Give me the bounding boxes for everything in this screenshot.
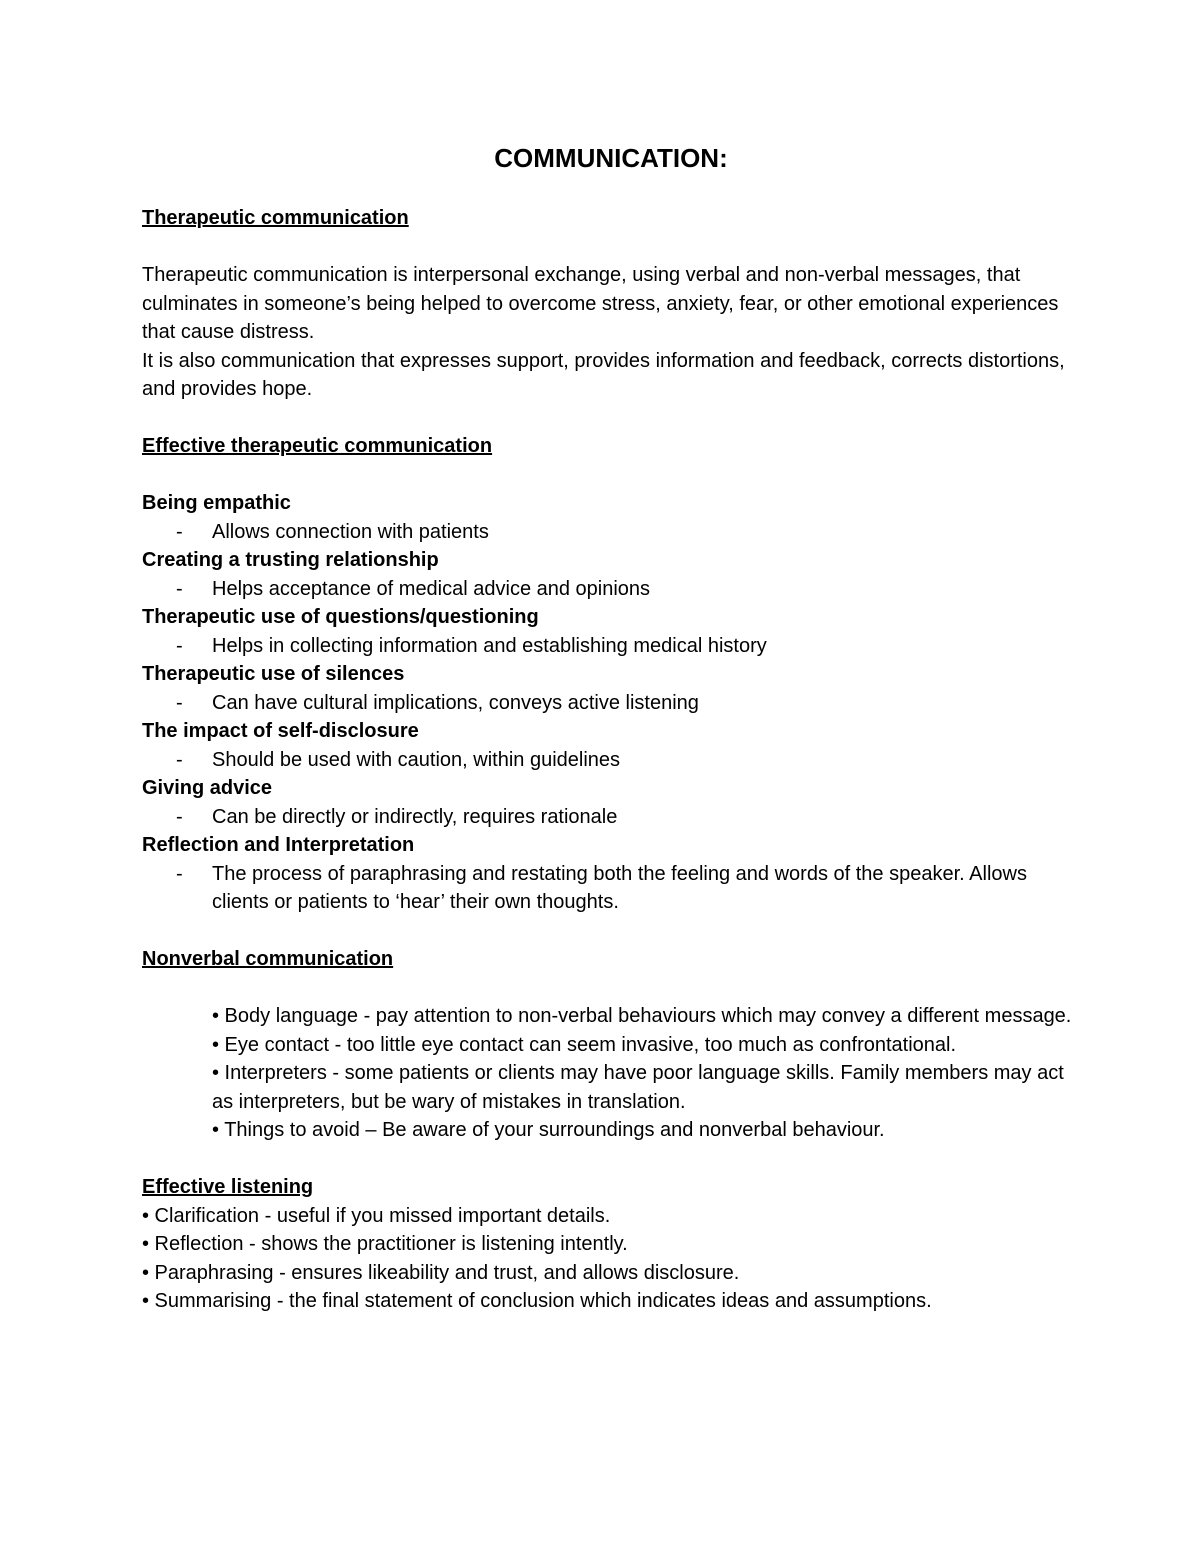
listening-list xyxy=(142,1202,1072,1316)
list-item: • Paraphrasing - ensures likeability and trust, and allows disclosure. xyxy=(142,1261,740,1284)
technique-description xyxy=(142,575,1072,604)
list-item: • Eye contact - too little eye contact can seem invasive, too much as confrontational. xyxy=(212,1033,957,1056)
technique-description xyxy=(142,860,1072,917)
heading-effective-listening: Effective listening xyxy=(142,1176,314,1198)
technique-description-text: Can be directly or indirectly, requires rationale xyxy=(212,805,618,828)
heading-effective-therapeutic-communication: Effective therapeutic communication xyxy=(142,435,493,457)
spacer xyxy=(142,233,1072,262)
dash-marker: - xyxy=(176,805,183,828)
document-page xyxy=(142,140,1072,1316)
dash-marker: - xyxy=(176,634,183,657)
technique-title: Giving advice xyxy=(142,777,273,799)
technique-description xyxy=(142,746,1072,775)
list-item: • Clarification - useful if you missed important details. xyxy=(142,1204,611,1227)
spacer xyxy=(142,461,1072,490)
list-item: • Interpreters - some patients or clients may have poor language skills. Family members may act as interpreters, but be wary of mistakes in translation. xyxy=(212,1062,1064,1113)
list-item: • Summarising - the final statement of conclusion which indicates ideas and assumptions. xyxy=(142,1290,932,1312)
technique-title: Therapeutic use of questions/questioning xyxy=(142,606,539,628)
technique-description xyxy=(142,518,1072,547)
technique-description xyxy=(142,689,1072,718)
technique-title: Therapeutic use of silences xyxy=(142,663,405,685)
therapeutic-paragraph-2: It is also communication that expresses support, provides information and feedback, corrects distortions, and provides hope. xyxy=(142,349,1065,400)
heading-therapeutic-communication: Therapeutic communication xyxy=(142,207,409,229)
technique-title: Reflection and Interpretation xyxy=(142,834,415,856)
technique-description-text: Helps acceptance of medical advice and opinions xyxy=(212,577,651,600)
dash-marker: - xyxy=(176,748,183,771)
spacer xyxy=(142,1145,1072,1174)
technique-description xyxy=(142,632,1072,661)
document-title: COMMUNICATION: xyxy=(494,143,728,173)
list-item: • Reflection - shows the practitioner is listening intently. xyxy=(142,1233,628,1255)
technique-description-text: Allows connection with patients xyxy=(212,520,489,543)
dash-marker: - xyxy=(176,520,183,543)
technique-description-text: Can have cultural implications, conveys active listening xyxy=(212,691,699,714)
technique-title: The impact of self-disclosure xyxy=(142,720,419,742)
nonverbal-list xyxy=(142,1002,1072,1145)
spacer xyxy=(142,974,1072,1003)
technique-description xyxy=(142,803,1072,832)
technique-description-text: Helps in collecting information and establishing medical history xyxy=(212,634,767,657)
dash-marker: - xyxy=(176,577,183,600)
list-item: • Things to avoid – Be aware of your surroundings and nonverbal behaviour. xyxy=(212,1119,885,1141)
technique-title: Creating a trusting relationship xyxy=(142,549,439,571)
therapeutic-paragraph-1: Therapeutic communication is interpersonal exchange, using verbal and non-verbal messages, that culminates in someone’s being helped to overcome stress, anxiety, fear, or other emotional experiences that cause distress. xyxy=(142,264,1059,343)
technique-description-text: Should be used with caution, within guidelines xyxy=(212,748,621,771)
dash-marker: - xyxy=(176,862,183,885)
technique-title: Being empathic xyxy=(142,492,291,514)
spacer xyxy=(142,917,1072,946)
dash-marker: - xyxy=(176,691,183,714)
heading-nonverbal-communication: Nonverbal communication xyxy=(142,948,394,970)
technique-description-text: The process of paraphrasing and restating both the feeling and words of the speaker. Allows clients or patients to ‘hear’ their own thoughts. xyxy=(212,862,1027,913)
list-item: • Body language - pay attention to non-verbal behaviours which may convey a different message. xyxy=(212,1005,1072,1027)
spacer xyxy=(142,404,1072,433)
